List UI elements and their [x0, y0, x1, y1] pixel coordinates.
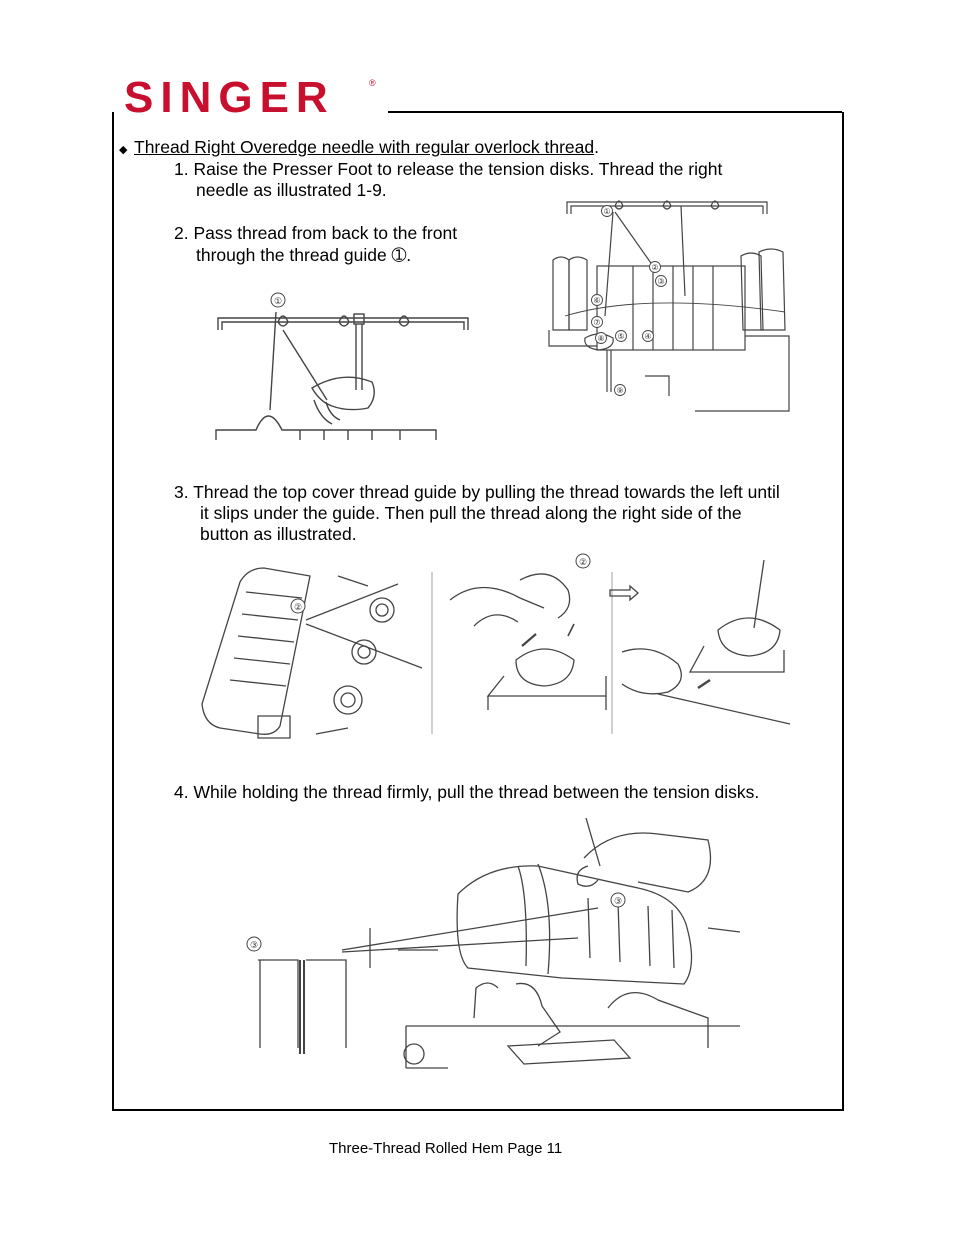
callout-fig3-2b: ②: [578, 557, 588, 567]
callout-fig4-3a: ③: [249, 940, 259, 950]
step-2-line-1: 2. Pass thread from back to the front: [174, 223, 458, 243]
step-2-line-2: through the thread guide ➀.: [196, 245, 412, 265]
callout-fig2-7: ⑦: [593, 318, 601, 327]
step-3-line-2: it slips under the guide. Then pull the thread along the right side of the: [200, 503, 742, 523]
page-footer: Three-Thread Rolled Hem Page 11: [329, 1140, 563, 1157]
section-heading-text: Thread Right Overedge needle with regular overlock thread: [134, 137, 595, 157]
bullet-icon: ◆: [119, 144, 128, 156]
step-4-line-1: 4. While holding the thread firmly, pull the thread between the tension disks.: [174, 782, 760, 802]
step-3-line-1: 3. Thread the top cover thread guide by pulling the thread towards the left until: [174, 482, 780, 502]
section-heading-period: .: [594, 137, 599, 157]
callout-fig2-5: ⑤: [617, 332, 625, 341]
thread-stand-illustration: [212, 290, 472, 442]
callout-fig4-3b: ③: [613, 896, 623, 906]
brand-wordmark: SINGER: [124, 74, 335, 118]
tension-disks-illustration: [238, 818, 740, 1074]
callout-1: ①: [273, 296, 283, 306]
serger-threading-illustration: [545, 196, 791, 414]
callout-fig2-9: ⑨: [616, 386, 624, 395]
callout-fig2-3: ③: [657, 277, 665, 286]
callout-fig2-6: ⑥: [593, 296, 601, 305]
step-1-line-1: 1. Raise the Presser Foot to release the tension disks. Thread the right: [174, 159, 723, 179]
cover-thread-guide-illustration: [198, 548, 796, 740]
callout-fig2-4: ④: [644, 332, 652, 341]
callout-fig2-1: ①: [603, 207, 611, 216]
step-3-line-3: button as illustrated.: [200, 524, 357, 544]
trademark-mark: ®: [369, 78, 376, 88]
step-1-line-2: needle as illustrated 1-9.: [196, 180, 387, 200]
callout-fig2-8: ⑧: [597, 334, 605, 343]
callout-fig2-2: ②: [651, 263, 659, 272]
callout-fig3-2a: ②: [293, 602, 303, 612]
section-heading: [134, 137, 599, 158]
